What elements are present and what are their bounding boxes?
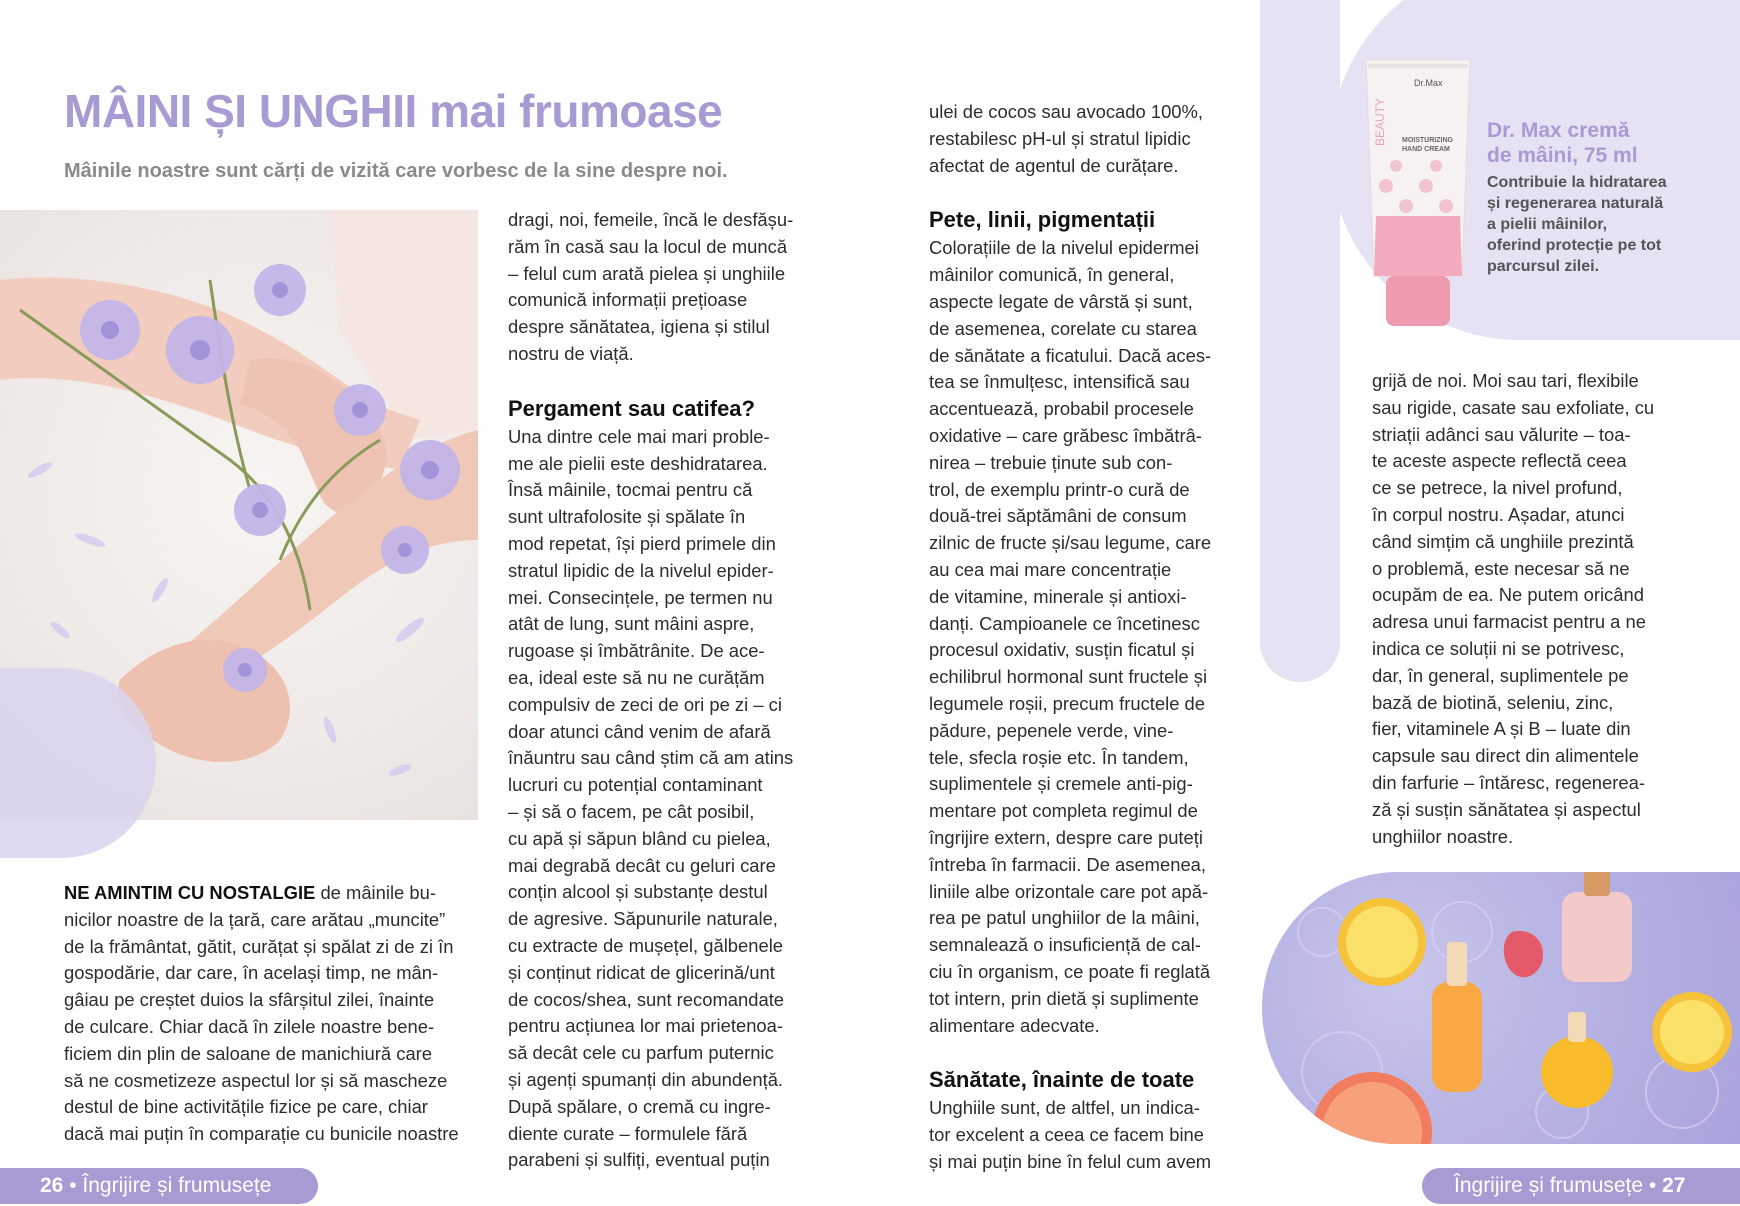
- text-line: ciu în organism, ce poate fi reglată: [929, 960, 1211, 982]
- column-3: [929, 99, 1249, 1176]
- text-line: din farfurie – întăresc, regenerea-: [1372, 771, 1645, 793]
- text-line: când simțim că unghiile prezintă: [1372, 530, 1634, 552]
- footer-right: [1422, 1168, 1740, 1204]
- page-subtitle: Mâinile noastre sunt cărți de vizită care vorbesc de la sine despre noi.: [64, 160, 728, 182]
- text-line: semnalează o insuficiență de cal-: [929, 934, 1201, 956]
- text-line: pentru acțiunea lor mai prietenoa-: [508, 1015, 783, 1037]
- text-line: te aceste aspecte reflectă ceea: [1372, 450, 1627, 472]
- text-line: Unghiile sunt, de altfel, un indica-: [929, 1097, 1200, 1119]
- text-line: comunică informații prețioase: [508, 289, 748, 311]
- text-line: trol, de exemplu printr-o cură de: [929, 478, 1190, 500]
- product-title-line: Dr. Max cremă: [1487, 119, 1630, 142]
- text-line: adresa unui farmacist pentru a ne: [1372, 611, 1646, 633]
- text-line: diente curate – formulele fără: [508, 1122, 748, 1144]
- text-line: dragi, noi, femeile, încă le desfășu-: [508, 209, 794, 230]
- text-line: mentare pot completa regimul de: [929, 800, 1198, 822]
- text-line: indica ce soluții ni se potrivesc,: [1372, 637, 1625, 659]
- text-line: de asemenea, corelate cu starea: [929, 317, 1197, 339]
- text-line: capsule sau direct din alimentele: [1372, 745, 1639, 767]
- text-line: – și să o facem, pe cât posibil,: [508, 800, 755, 822]
- text-line: tea se înmulțesc, intensifică sau: [929, 371, 1190, 393]
- text-line: danți. Campioanele ce încetinesc: [929, 612, 1200, 634]
- text-line: atât de lung, sunt mâini aspre,: [508, 613, 755, 635]
- text-line: ză și susțin sănătatea și aspectul: [1372, 798, 1641, 820]
- intro-caps: NE AMINTIM CU NOSTALGIE: [64, 882, 316, 903]
- text-line: pădure, pepenele verde, vine-: [929, 719, 1174, 741]
- text-line: echilibrul hormonal sunt fructele și: [929, 666, 1208, 688]
- text-line: de vitamine, minerale și antioxi-: [929, 585, 1187, 607]
- text-line: despre sănătatea, igiena și stilul: [508, 316, 770, 338]
- text-line: accentuează, probabil procesele: [929, 398, 1194, 420]
- product-desc-line: și regenerarea naturală: [1487, 195, 1664, 212]
- text-line: tele, sfecla roșie etc. În tandem,: [929, 746, 1189, 768]
- text-line: o problemă, este necesar să ne: [1372, 557, 1630, 579]
- text-line: După spălare, o cremă cu ingre-: [508, 1095, 771, 1117]
- text-line: rugoase și îmbătrânite. De ace-: [508, 640, 765, 662]
- text-line: Una dintre cele mai mari proble-: [508, 425, 770, 447]
- tube-label-line: HAND CREAM: [1402, 146, 1450, 153]
- text-line: compulsiv de zeci de ori pe zi – ci: [508, 693, 782, 715]
- tube-brand: Dr.Max: [1414, 78, 1443, 88]
- text-line: două-trei săptămâni de consum: [929, 505, 1187, 527]
- text-line: îngrijire extern, despre care puteți: [929, 826, 1203, 848]
- text-line: conțin alcool și substanțe destul: [508, 881, 768, 903]
- text-line: striații adânci sau vălurite – toa-: [1372, 423, 1631, 445]
- text-line: tot intern, prin dietă și suplimente: [929, 987, 1199, 1009]
- text-line: ea, ideal este să nu ne curățăm: [508, 666, 765, 688]
- text-line: – felul cum arată pielea și unghiile: [508, 262, 786, 284]
- text-line: me ale pielii este deshidratarea.: [508, 452, 768, 474]
- text-line: procesul oxidativ, susțin ficatul și: [929, 639, 1195, 661]
- text-line: ocupăm de ea. Ne putem oricând: [1372, 584, 1644, 606]
- tube-label-line: MOISTURIZING: [1402, 137, 1453, 144]
- text-line: gâiau pe creștet duios la sfârșitul zilei, înainte: [64, 989, 435, 1011]
- text-line: Colorațiile de la nivelul epidermei: [929, 237, 1199, 259]
- product-title-line: de mâini, 75 ml: [1487, 144, 1638, 167]
- text-line: nostru de viață.: [508, 342, 634, 364]
- text-line: grijă de noi. Moi sau tari, flexibile: [1372, 370, 1639, 391]
- text-line: de mâinile bu-: [315, 882, 436, 903]
- text-line: afectat de agentul de curățare.: [929, 154, 1179, 176]
- column-2: [508, 207, 828, 1174]
- text-line: mâinilor comunică, în general,: [929, 264, 1175, 286]
- text-line: ce se petrece, la nivel profund,: [1372, 477, 1623, 499]
- text-line: de cocos/shea, sunt recomandate: [508, 988, 785, 1010]
- tube-side-label: BEAUTY: [1373, 97, 1387, 146]
- text-line: de la frământat, gătit, curățat și spălat zi de zi în: [64, 935, 454, 957]
- text-line: de culcare. Chiar dacă în zilele noastre bene-: [64, 1015, 435, 1037]
- text-line: de agresive. Săpunurile naturale,: [508, 908, 778, 930]
- text-line: în corpul nostru. Așadar, atunci: [1372, 503, 1625, 525]
- text-line: gospodărie, dar care, în același timp, ne mân-: [64, 962, 439, 984]
- text-line: unghiilor noastre.: [1372, 825, 1514, 847]
- text-line: cu apă și săpun blând cu pielea,: [508, 827, 771, 849]
- text-line: au cea mai mare concentrație: [929, 558, 1172, 580]
- text-line: legumele roșii, precum fructele de: [929, 692, 1205, 714]
- text-line: să decât cele cu parfum puternic: [508, 1042, 774, 1064]
- footer-left: [0, 1168, 318, 1204]
- text-line: răm în casă sau la locul de muncă: [508, 235, 788, 257]
- text-line: să ne cosmetizeze aspectul lor și să mascheze: [64, 1069, 448, 1091]
- product-title: [1487, 118, 1638, 168]
- hand-cream-tube-image: [1362, 56, 1474, 334]
- page-number-left: 26: [40, 1174, 64, 1197]
- text-line: înăuntru sau când știm că am atins: [508, 747, 794, 769]
- footer-section-label: Îngrijire și frumusețe •: [1454, 1174, 1663, 1197]
- footer-section-label: • Îngrijire și frumusețe: [63, 1174, 272, 1197]
- text-line: stratul lipidic de la nivelul epider-: [508, 559, 774, 581]
- text-line: și conținut ridicat de glicerină/unt: [508, 961, 775, 983]
- lavender-pill-decoration: [1260, 0, 1340, 682]
- text-line: sau rigide, casate sau exfoliate, cu: [1372, 396, 1655, 418]
- text-line: mai degrabă decât cu geluri care: [508, 854, 776, 876]
- column-4: [1372, 368, 1702, 850]
- text-line: de sănătate a ficatului. Dacă aces-: [929, 344, 1212, 366]
- text-line: nirea – trebuie ținute sub con-: [929, 451, 1173, 473]
- text-line: ficiem din plin de saloane de manichiură care: [64, 1042, 433, 1064]
- text-line: mei. Consecințele, pe termen nu: [508, 586, 773, 608]
- page-number-right: 27: [1662, 1174, 1686, 1197]
- text-line: nicilor noastre de la țară, care arătau „muncite”: [64, 908, 446, 930]
- text-line: Însă mâinile, tocmai pentru că: [508, 479, 753, 501]
- text-line: cu extracte de mușețel, gălbenele: [508, 934, 784, 956]
- text-line: ulei de cocos sau avocado 100%,: [929, 101, 1204, 122]
- text-line: și agenți spumanți din abundență.: [508, 1068, 784, 1090]
- text-line: alimentare adecvate.: [929, 1014, 1100, 1036]
- product-desc-line: a pielii mâinilor,: [1487, 216, 1608, 233]
- text-line: mod repetat, își pierd primele din: [508, 532, 776, 554]
- text-line: rea pe patul unghiilor de la mâini,: [929, 907, 1200, 929]
- text-line: dar, în general, suplimentele pe: [1372, 664, 1629, 686]
- text-line: oxidative – care grăbesc îmbătrâ-: [929, 424, 1202, 446]
- text-line: tor excelent a ceea ce facem bine: [929, 1124, 1204, 1146]
- product-description: [1487, 172, 1667, 277]
- text-line: și mai puțin bine în felul cum avem: [929, 1150, 1212, 1172]
- product-desc-line: parcursul zilei.: [1487, 258, 1600, 275]
- text-line: destul de bine activitățile fizice pe care, chiar: [64, 1096, 428, 1118]
- text-line: doar atunci când venim de afară: [508, 720, 771, 742]
- text-line: liniile albe orizontale care pot apă-: [929, 880, 1209, 902]
- text-line: fier, vitaminele A și B – luate din: [1372, 718, 1631, 740]
- text-line: parabeni și sulfiți, eventual puțin: [508, 1149, 770, 1171]
- text-line: lucruri cu potențial contaminant: [508, 774, 763, 796]
- text-line: bază de biotină, seleniu, zinc,: [1372, 691, 1614, 713]
- citrus-serum-photo: [1262, 872, 1740, 1144]
- product-desc-line: Contribuie la hidratarea: [1487, 174, 1667, 191]
- text-line: dacă mai puțin în comparație cu bunicile noastre: [64, 1123, 459, 1145]
- section-heading-sanatate: Sănătate, înainte de toate: [929, 1067, 1195, 1093]
- product-desc-line: oferind protecție pe tot: [1487, 237, 1662, 254]
- section-heading-pergament: Pergament sau catifea?: [508, 395, 755, 421]
- text-line: întreba în farmacii. De asemenea,: [929, 853, 1207, 875]
- text-line: restabilesc pH-ul și stratul lipidic: [929, 127, 1191, 149]
- text-line: suplimentele și cremele anti-pig-: [929, 773, 1193, 795]
- text-line: aspecte legate de vârstă și sunt,: [929, 290, 1193, 312]
- section-heading-pete: Pete, linii, pigmentații: [929, 207, 1156, 233]
- text-line: zilnic de fructe și/sau legume, care: [929, 532, 1212, 554]
- page-title: MÂINI ȘI UNGHII mai frumoase: [64, 85, 723, 137]
- intro-column: [64, 880, 484, 1148]
- text-line: sunt ultrafolosite și spălate în: [508, 506, 746, 528]
